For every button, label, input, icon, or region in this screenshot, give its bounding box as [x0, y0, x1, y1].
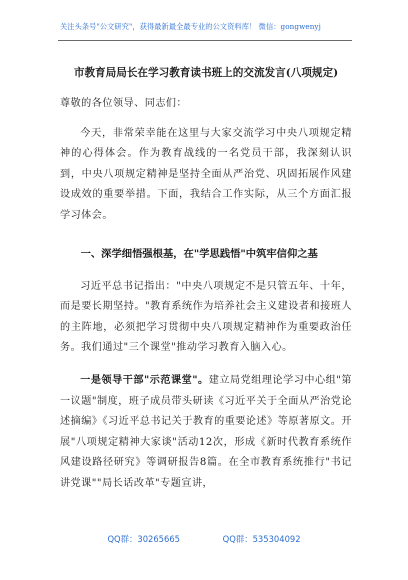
footer-qq-group-2: QQ群：535304092 — [222, 534, 301, 544]
section-heading-1: 一、深学细悟强根基，在"学思践悟"中筑牢信仰之基 — [80, 247, 318, 260]
intro-paragraph: 今天，非常荣幸能在这里与大家交流学习中央八项规定精神的心得体会。作为教育战线的一名党员干部，我深刻认识到，中央八项规定精神是坚持全面从严治党、巩固拓展作风建设成效的重要举措。下面，我结合工作实际，从三个方面汇报学习体会。 — [60, 127, 352, 221]
point-1-body: 建立局党组理论学习中心组"第一议题"制度，班子成员带头研读《习近平关于全面从严治党论述摘编》《习近平总书记关于教育的重要论述》等原著原文。开展"八项规定精神大家谈"活动12次，形成《新时代教育系统作风建设路径研究》等调研报告8篇。在全市教育系统推行"书记讲党课""局长话改革"专题宣讲， — [60, 374, 352, 489]
document-page — [60, 58, 352, 495]
point-1-paragraph — [60, 371, 352, 495]
paragraph-gap — [60, 359, 352, 371]
quote-paragraph: 习近平总书记指出："中央八项规定不是只管五年、十年，而是要长期坚持。"教育系统作为培养社会主义建设者和接班人的主阵地，必须把学习贯彻中央八项规定精神作为重要政治任务。我们通过"三个课堂"推动学习教育入脑入心。 — [60, 280, 352, 354]
point-1-lead: 一是领导干部"示范课堂"。 — [80, 374, 209, 386]
header-divider — [58, 40, 352, 41]
footer-qq-group-1: QQ群：30265665 — [107, 534, 180, 544]
footer — [0, 533, 408, 545]
document-title: 市教育局局长在学习教育读书班上的交流发言(八项规定) — [73, 67, 339, 79]
salutation: 尊敬的各位领导、同志们： — [60, 98, 188, 109]
header-notice: 关注头条号"公文研究"，获得最新最全最专业的公文资料库！ 微信：gongwenyj — [60, 22, 321, 31]
